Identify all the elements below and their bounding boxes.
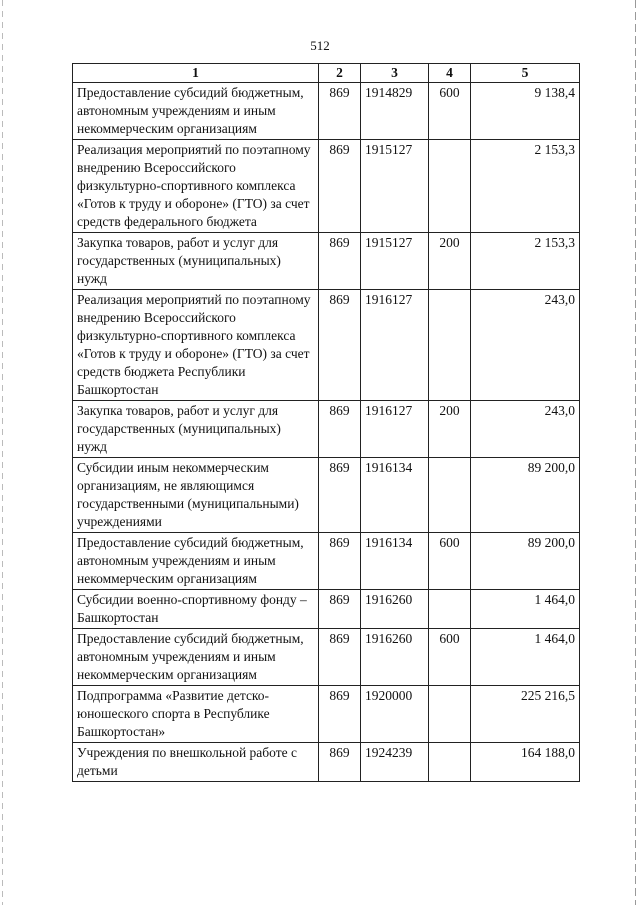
- table-row: [73, 629, 580, 686]
- table-row: [73, 458, 580, 533]
- row-amount: 2 153,3: [471, 233, 580, 290]
- row-type: 600: [429, 533, 471, 590]
- table-row: [73, 533, 580, 590]
- row-code: 869: [319, 233, 361, 290]
- row-csr: 1916127: [361, 290, 429, 401]
- row-type: 200: [429, 401, 471, 458]
- row-code: 869: [319, 743, 361, 782]
- row-csr: 1914829: [361, 83, 429, 140]
- row-amount: 1 464,0: [471, 590, 580, 629]
- row-amount: 243,0: [471, 401, 580, 458]
- header-col-4: 4: [429, 64, 471, 83]
- row-amount: 2 153,3: [471, 140, 580, 233]
- row-type: [429, 743, 471, 782]
- row-name: Предоставление субсидий бюджетным, автономным учреждениям и иным некоммерческим организациям: [73, 83, 319, 140]
- table-row: [73, 83, 580, 140]
- row-csr: 1916260: [361, 629, 429, 686]
- row-amount: 225 216,5: [471, 686, 580, 743]
- row-name: Учреждения по внешкольной работе с детьми: [73, 743, 319, 782]
- header-col-5: 5: [471, 64, 580, 83]
- row-csr: 1916134: [361, 533, 429, 590]
- page-number: 512: [310, 38, 330, 53]
- row-type: [429, 686, 471, 743]
- row-name: Реализация мероприятий по поэтапному внедрению Всероссийского физкультурно-спортивного комплекса «Готов к труду и обороне» (ГТО) за счет средств бюджета Республики Башкортостан: [73, 290, 319, 401]
- row-name: Подпрограмма «Развитие детско-юношеского спорта в Республике Башкортостан»: [73, 686, 319, 743]
- row-type: 600: [429, 629, 471, 686]
- table-row: [73, 233, 580, 290]
- header-col-3: 3: [361, 64, 429, 83]
- row-code: 869: [319, 629, 361, 686]
- row-csr: 1924239: [361, 743, 429, 782]
- row-code: 869: [319, 290, 361, 401]
- table-row: [73, 290, 580, 401]
- table-row: [73, 590, 580, 629]
- row-amount: 89 200,0: [471, 458, 580, 533]
- row-csr: 1915127: [361, 140, 429, 233]
- row-code: 869: [319, 140, 361, 233]
- row-csr: 1916260: [361, 590, 429, 629]
- row-name: Субсидии иным некоммерческим организациям, не являющимся государственными (муниципальными) учреждениями: [73, 458, 319, 533]
- row-type: 600: [429, 83, 471, 140]
- table-row: [73, 686, 580, 743]
- header-col-1: 1: [73, 64, 319, 83]
- row-code: 869: [319, 686, 361, 743]
- scan-edge-right: [635, 0, 636, 905]
- row-csr: 1920000: [361, 686, 429, 743]
- budget-table: [72, 63, 580, 782]
- row-name: Реализация мероприятий по поэтапному внедрению Всероссийского физкультурно-спортивного комплекса «Готов к труду и обороне» (ГТО) за счет средств федерального бюджета: [73, 140, 319, 233]
- row-code: 869: [319, 401, 361, 458]
- row-amount: 243,0: [471, 290, 580, 401]
- table-header-row: [73, 64, 580, 83]
- scan-edge-left: [2, 0, 3, 905]
- row-name: Предоставление субсидий бюджетным, автономным учреждениям и иным некоммерческим организациям: [73, 629, 319, 686]
- row-type: [429, 290, 471, 401]
- row-type: [429, 140, 471, 233]
- row-code: 869: [319, 590, 361, 629]
- row-name: Закупка товаров, работ и услуг для государственных (муниципальных) нужд: [73, 233, 319, 290]
- row-code: 869: [319, 533, 361, 590]
- row-type: [429, 458, 471, 533]
- row-amount: 89 200,0: [471, 533, 580, 590]
- row-type: [429, 590, 471, 629]
- row-code: 869: [319, 458, 361, 533]
- row-csr: 1916134: [361, 458, 429, 533]
- row-type: 200: [429, 233, 471, 290]
- row-name: Предоставление субсидий бюджетным, автономным учреждениям и иным некоммерческим организациям: [73, 533, 319, 590]
- header-col-2: 2: [319, 64, 361, 83]
- table-row: [73, 401, 580, 458]
- row-amount: 9 138,4: [471, 83, 580, 140]
- table-row: [73, 140, 580, 233]
- row-code: 869: [319, 83, 361, 140]
- row-name: Субсидии военно-спортивному фонду – Башкортостан: [73, 590, 319, 629]
- row-csr: 1916127: [361, 401, 429, 458]
- row-csr: 1915127: [361, 233, 429, 290]
- row-amount: 1 464,0: [471, 629, 580, 686]
- table-row: [73, 743, 580, 782]
- row-name: Закупка товаров, работ и услуг для государственных (муниципальных) нужд: [73, 401, 319, 458]
- row-amount: 164 188,0: [471, 743, 580, 782]
